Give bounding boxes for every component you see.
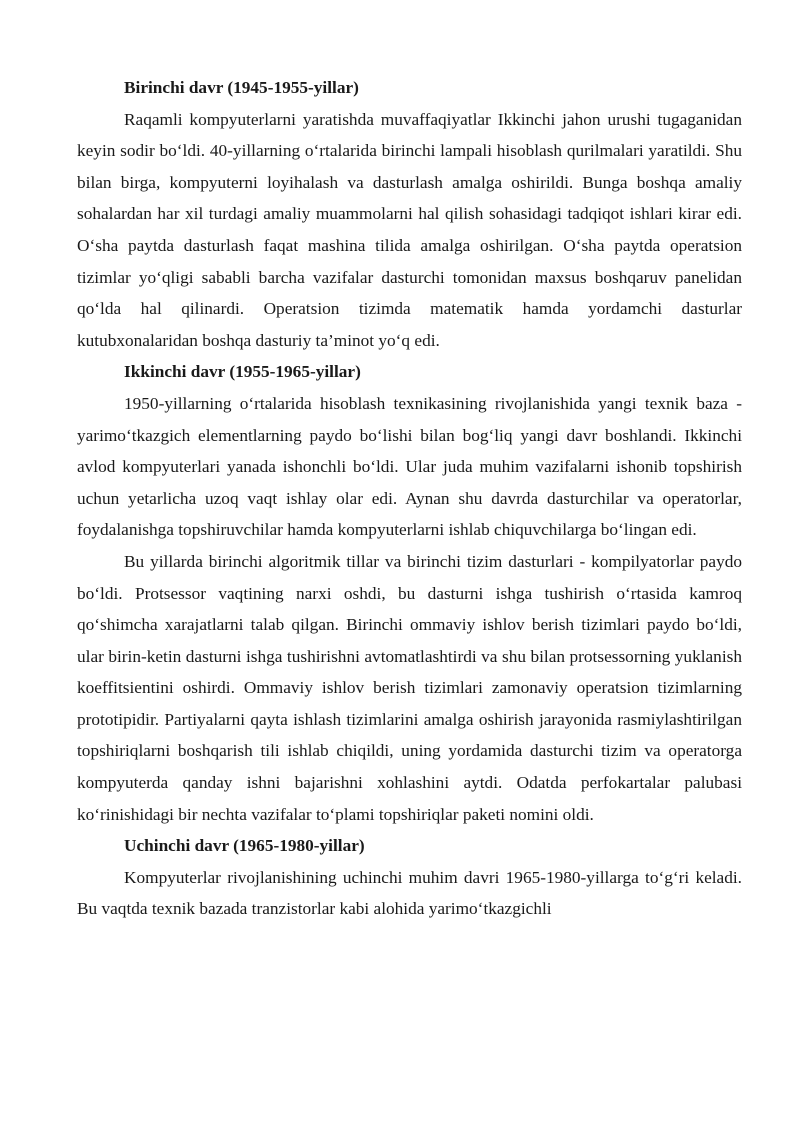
document-page xyxy=(77,72,742,925)
section-heading-1: Birinchi davr (1945-1955-yillar) xyxy=(124,78,359,97)
paragraph-1: Raqamli kompyuterlarni yaratishda muvaffaqiyatlar Ikkinchi jahon urushi tugaganidan keyin sodir bo‘ldi. 40-yillarning o‘rtalarida birinchi lampali hisoblash qurilmalari yaratildi. Shu bilan birga, kompyuterni loyihalash va dasturlash amalga oshirildi. Bunga boshqa amaliy sohalardan har xil turdagi amaliy muammolarni hal qilish sohasidagi tadqiqot ishlari kirar edi. O‘sha paytda dasturlash faqat mashina tilida amalga oshirilgan. O‘sha paytda operatsion tizimlar yo‘qligi sababli barcha vazifalar dasturchi tomonidan maxsus boshqaruv panelidan qo‘lda hal qilinardi. Operatsion tizimda matematik hamda yordamchi dasturlar kutubxonalaridan boshqa dasturiy ta’minot yo‘q edi. xyxy=(77,109,742,350)
paragraph-3: Bu yillarda birinchi algoritmik tillar va birinchi tizim dasturlari - kompilyatorlar paydo bo‘ldi. Protsessor vaqtining narxi oshdi, bu dasturni ishga tushirish o‘rtasida kamroq qo‘shimcha xarajatlarni talab qilgan. Birinchi ommaviy ishlov berish tizimlari paydo bo‘ldi, ular birin-ketin dasturni ishga tushirishni avtomatlashtirdi va shu bilan protsessorning yuklanish koeffitsientini oshirdi. Ommaviy ishlov berish tizimlari zamonaviy operatsion tizimlarning prototipidir. Partiyalarni qayta ishlash tizimlarini amalga oshirish jarayonida rasmiylashtirilgan topshiriqlarni boshqarish tili ishlab chiqildi, uning yordamida dasturchi tizim va operatorga kompyuterda qanday ishni bajarishni xohlashini aytdi. Odatda perfokartalar palubasi ko‘rinishidagi bir nechta vazifalar to‘plami topshiriqlar paketi nomini oldi. xyxy=(77,551,742,824)
paragraph-2: 1950-yillarning o‘rtalarida hisoblash texnikasining rivojlanishida yangi texnik baza - yarimo‘tkazgich elementlarning paydo bo‘lishi bilan bog‘liq yangi davr boshlandi. Ikkinchi avlod kompyuterlari yanada ishonchli bo‘ldi. Ular juda muhim vazifalarni ishonib topshirish uchun yetarlicha uzoq vaqt ishlay olar edi. Aynan shu davrda dasturchilar va operatorlar, foydalanishga topshiruvchilar hamda kompyuterlarni ishlab chiquvchilarga bo‘lingan edi. xyxy=(77,393,742,540)
section-heading-2: Ikkinchi davr (1955-1965-yillar) xyxy=(124,362,361,382)
section-heading-3: Uchinchi davr (1965-1980-yillar) xyxy=(124,836,365,856)
paragraph-4: Kompyuterlar rivojlanishining uchinchi muhim davri 1965-1980-yillarga to‘g‘ri keladi. Bu vaqtda texnik bazada tranzistorlar kabi alohida yarimo‘tkazgichli xyxy=(77,867,742,919)
